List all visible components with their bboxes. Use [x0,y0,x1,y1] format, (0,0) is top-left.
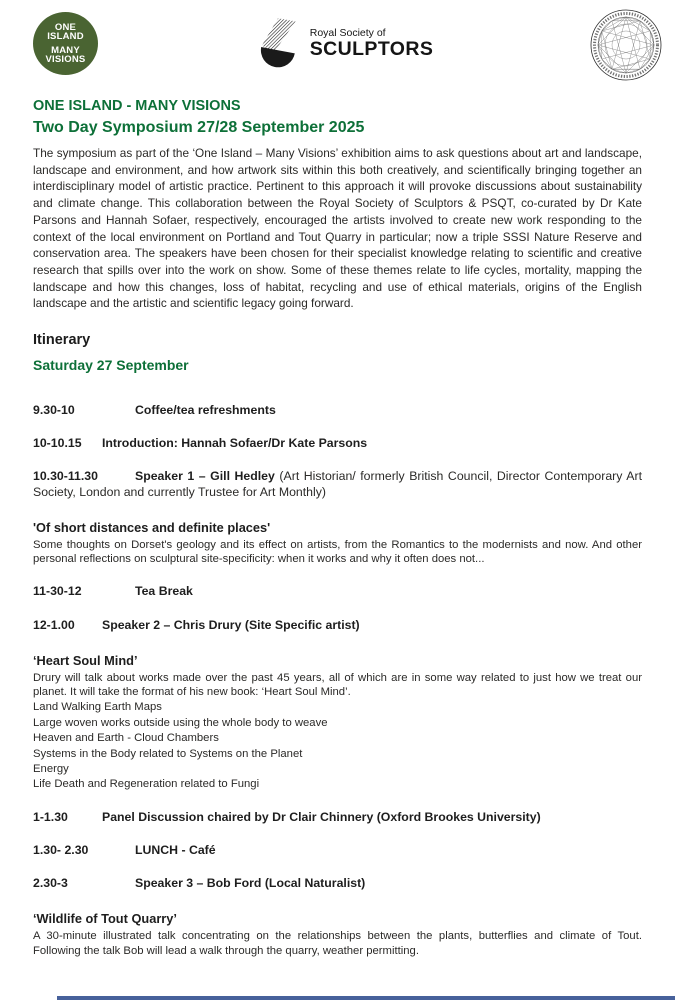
session-time: 1-1.30 [33,809,68,824]
talk-list-item: Large woven works outside using the whole body to weave [33,716,328,729]
session-row [33,584,642,599]
itinerary-heading: Itinerary [33,332,91,349]
oval-logo-line: VISIONS [45,54,86,65]
talk-block [33,653,642,792]
session-row [33,436,642,451]
session-title-detail: (Art Historian/ formerly British Council, Director Contemporary Art Society, London and currently Trustee for Art Monthly) [33,469,642,499]
intro-paragraph: The symposium as part of the ‘One Island – Many Visions’ exhibition aims to ask questions about art and landscape, landscape and environment, and how artwork sits within this both creatively, and scientifically bringing together an interdisciplinary model of artistic practice. Pertinent to this approach it will provoke discussions about sustainability and climate change. This collaboration between the Royal Society of Sculptors & PSQT, co-curated by Dr Kate Parsons and Hannah Sofaer, respectively, encouraged the artists involved to create new work responding to the context of the local environment on Portland and Tout Quarry in particular; now a triple SSSI Nature Reserve and conservation area. The speakers have been chosen for their specialist knowledge relating to scientific and creative research that spills over into the work on show. Some of these themes relate to life cycles, mortality, mapping the landscape and how this changes, loss of habitat, recycling and use of ethical materials, origins of the English landscape and the artistic and scientific legacy going forward. [33,146,642,311]
session-time: 11-30-12 [33,584,82,599]
sculptors-wordmark-bottom: SCULPTORS [309,38,434,60]
session-title: Speaker 3 – Bob Ford (Local Naturalist) [135,876,366,891]
talk-block [33,911,642,958]
oval-logo-line: ONE [54,21,77,33]
talk-list-item: Land Walking Earth Maps [33,701,162,714]
talk-list-item: Systems in the Body related to Systems on the Planet [33,747,303,760]
session-row [33,618,642,633]
session-title: Tea Break [135,584,193,599]
session-row [33,843,642,858]
session-time: 9.30-10 [33,403,75,418]
session-time: 10.30-11.30 [33,469,98,484]
royal-society-sculptors-logo [254,18,434,68]
oval-logo-line: ISLAND [47,31,84,42]
session-row [33,469,642,499]
session-time: 2.30-3 [33,876,68,891]
one-island-many-visions-logo [33,12,98,75]
oval-logo-line: MANY [51,44,80,56]
session-row [33,810,642,825]
session-title: Coffee/tea refreshments [135,403,276,418]
page-title: ONE ISLAND - MANY VISIONS [33,98,241,114]
header-logos [0,0,675,92]
session-title: Speaker 1 – Gill Hedley [135,469,275,484]
talk-list-item: Heaven and Earth - Cloud Chambers [33,732,219,745]
page-subtitle: Two Day Symposium 27/28 September 2025 [33,119,365,136]
geodesic-sphere-logo [589,8,663,82]
sculptors-comma-icon [254,18,302,68]
talk-body: Drury will talk about works made over the past 45 years, all of which are in some way related to just how we treat our planet. It will take the format of his new book: ‘Heart Soul Mind’. [33,671,642,699]
talk-body: Some thoughts on Dorset's geology and its effect on artists, from the Romantics to the modernists and now. And other personal reflections on sculptural site-specificity: when it works and why it often does not... [33,538,642,566]
session-time: 12-1.00 [33,617,75,632]
talk-list-item: Life Death and Regeneration related to Fungi [33,778,260,791]
session-row [33,403,642,418]
session-title: Speaker 2 – Chris Drury (Site Specific artist) [102,617,360,632]
session-time: 10-10.15 [33,436,82,451]
session-title: Panel Discussion chaired by Dr Clair Chinnery (Oxford Brookes University) [102,809,541,824]
session-title: Introduction: Hannah Sofaer/Dr Kate Parsons [102,436,368,451]
sculptors-wordmark [310,27,434,59]
session-row [33,876,642,891]
session-time: 1.30- 2.30 [33,843,89,858]
talk-title: ‘Heart Soul Mind’ [33,652,138,668]
itinerary-events [33,403,642,958]
talk-list-item: Energy [33,763,69,776]
session-title: LUNCH - Café [135,843,216,858]
talk-title: 'Of short distances and definite places' [33,519,271,535]
bottom-edge-bar [57,996,675,1000]
sculptors-wordmark-top: Royal Society of [309,27,386,39]
talk-body: A 30-minute illustrated talk concentrating on the relationships between the plants, butterflies and climate of Tout. Following the talk Bob will lead a walk through the quarry, weather permitting. [33,930,642,957]
talk-block [33,520,642,567]
day-heading: Saturday 27 September [33,357,189,374]
talk-title: ‘Wildlife of Tout Quarry’ [33,911,177,927]
